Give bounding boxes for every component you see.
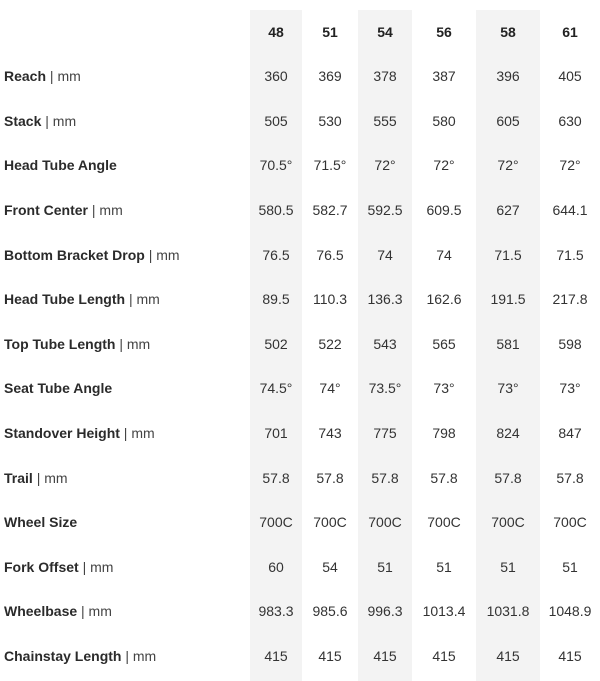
table-cell: 530 [318,112,342,129]
table-cell: 360 [264,68,288,85]
size-header: 61 [562,24,578,40]
row-label [0,188,250,233]
table-cell: 217.8 [552,291,588,308]
measurement-unit: | mm [123,425,155,442]
table-row [0,232,600,277]
table-cell: 565 [432,335,456,352]
measurement-name: Wheel Size [4,514,78,531]
table-cell: 54 [322,558,338,575]
size-header: 54 [377,24,393,40]
size-header: 48 [268,24,284,40]
table-cell: 582.7 [312,202,348,219]
table-cell: 415 [432,648,456,665]
table-cell: 51 [562,558,578,575]
table-cell: 1031.8 [486,603,530,620]
measurement-name: Standover Height [4,425,120,442]
table-cell: 72° [374,157,396,174]
table-cell: 71.5 [494,246,522,263]
row-label [0,411,250,456]
measurement-name: Bottom Bracket Drop [4,246,145,263]
table-cell: 1048.9 [548,603,592,620]
table-cell: 522 [318,335,342,352]
table-cell: 57.8 [371,469,399,486]
table-row [0,634,600,679]
measurement-unit: | mm [82,558,114,575]
size-header: 56 [436,24,452,40]
table-cell: 798 [432,425,456,442]
table-cell: 1013.4 [422,603,466,620]
row-label [0,455,250,500]
table-cell: 72° [433,157,455,174]
row-label [0,99,250,144]
row-label [0,500,250,545]
table-cell: 74.5° [259,380,293,397]
table-cell: 71.5 [556,246,584,263]
table-cell: 627 [496,202,520,219]
table-cell: 505 [264,112,288,129]
measurement-name: Trail [4,469,33,486]
table-cell: 74 [377,246,393,263]
table-row [0,143,600,188]
table-cell: 415 [318,648,342,665]
measurement-name: Head Tube Length [4,291,126,308]
table-row [0,411,600,456]
row-label [0,366,250,411]
measurement-unit: | mm [119,335,151,352]
row-label [0,232,250,277]
size-header-row [0,10,600,54]
table-row [0,322,600,367]
table-cell: 415 [264,648,288,665]
table-cell: 70.5° [259,157,293,174]
table-cell: 73° [559,380,581,397]
row-label [0,322,250,367]
measurement-name: Front Center [4,202,88,219]
measurement-name: Chainstay Length [4,648,122,665]
row-label [0,589,250,634]
measurement-name: Fork Offset [4,558,79,575]
row-label [0,54,250,99]
table-cell: 405 [558,68,582,85]
table-cell: 609.5 [426,202,462,219]
table-cell: 543 [373,335,397,352]
size-header: 58 [500,24,516,40]
table-cell: 89.5 [262,291,290,308]
table-cell: 847 [558,425,582,442]
measurement-name: Head Tube Angle [4,157,117,174]
table-cell: 74° [319,380,341,397]
measurement-unit: | mm [128,291,160,308]
table-cell: 57.8 [430,469,458,486]
measurement-unit: | mm [148,246,180,263]
measurement-unit: | mm [36,469,68,486]
row-label [0,277,250,322]
table-cell: 985.6 [312,603,348,620]
table-cell: 592.5 [367,202,403,219]
table-cell: 76.5 [262,246,290,263]
table-cell: 60 [268,558,284,575]
table-row [0,366,600,411]
table-cell: 396 [496,68,520,85]
table-cell: 580 [432,112,456,129]
geometry-rows [0,54,600,678]
table-cell: 700C [553,514,587,531]
table-cell: 605 [496,112,520,129]
table-cell: 71.5° [313,157,347,174]
table-cell: 57.8 [262,469,290,486]
table-cell: 415 [496,648,520,665]
measurement-unit: | mm [81,603,112,620]
table-cell: 136.3 [367,291,403,308]
table-cell: 57.8 [494,469,522,486]
table-cell: 700C [368,514,402,531]
table-row [0,545,600,590]
table-cell: 57.8 [316,469,344,486]
measurement-unit: | mm [45,112,77,129]
measurement-unit: | mm [49,68,81,85]
table-cell: 983.3 [258,603,294,620]
table-cell: 415 [558,648,582,665]
table-cell: 700C [313,514,347,531]
table-cell: 72° [497,157,519,174]
table-cell: 57.8 [556,469,584,486]
measurement-name: Reach [4,68,47,85]
table-row [0,589,600,634]
table-cell: 378 [373,68,397,85]
table-row [0,188,600,233]
measurement-unit: | mm [125,648,157,665]
table-cell: 162.6 [426,291,462,308]
table-cell: 72° [559,157,581,174]
row-label [0,545,250,590]
table-row [0,277,600,322]
row-label [0,634,250,679]
table-cell: 580.5 [258,202,294,219]
table-cell: 700C [427,514,461,531]
table-cell: 743 [318,425,342,442]
table-cell: 51 [377,558,393,575]
table-cell: 51 [436,558,452,575]
table-row [0,99,600,144]
table-cell: 555 [373,112,397,129]
table-cell: 700C [259,514,293,531]
row-label [0,143,250,188]
table-cell: 630 [558,112,582,129]
table-cell: 700C [491,514,525,531]
table-cell: 76.5 [316,246,344,263]
table-cell: 387 [432,68,456,85]
table-cell: 824 [496,425,520,442]
table-cell: 644.1 [552,202,588,219]
table-cell: 73.5° [368,380,402,397]
size-header: 51 [322,24,338,40]
table-cell: 110.3 [313,291,347,308]
table-cell: 502 [264,335,288,352]
table-cell: 598 [558,335,582,352]
table-row [0,500,600,545]
measurement-name: Wheelbase [4,603,78,620]
table-cell: 996.3 [367,603,403,620]
table-cell: 701 [264,425,288,442]
header-blank [0,10,250,54]
geometry-grid [0,10,600,678]
table-cell: 51 [500,558,516,575]
table-cell: 581 [496,335,520,352]
table-row [0,455,600,500]
table-cell: 74 [436,246,452,263]
table-cell: 415 [373,648,397,665]
measurement-name: Top Tube Length [4,335,116,352]
table-cell: 369 [318,68,342,85]
table-cell: 191.5 [490,291,526,308]
measurement-name: Stack [4,112,42,129]
table-cell: 73° [433,380,455,397]
table-cell: 73° [497,380,519,397]
measurement-name: Seat Tube Angle [4,380,113,397]
table-row [0,54,600,99]
table-cell: 775 [373,425,397,442]
measurement-unit: | mm [91,202,123,219]
